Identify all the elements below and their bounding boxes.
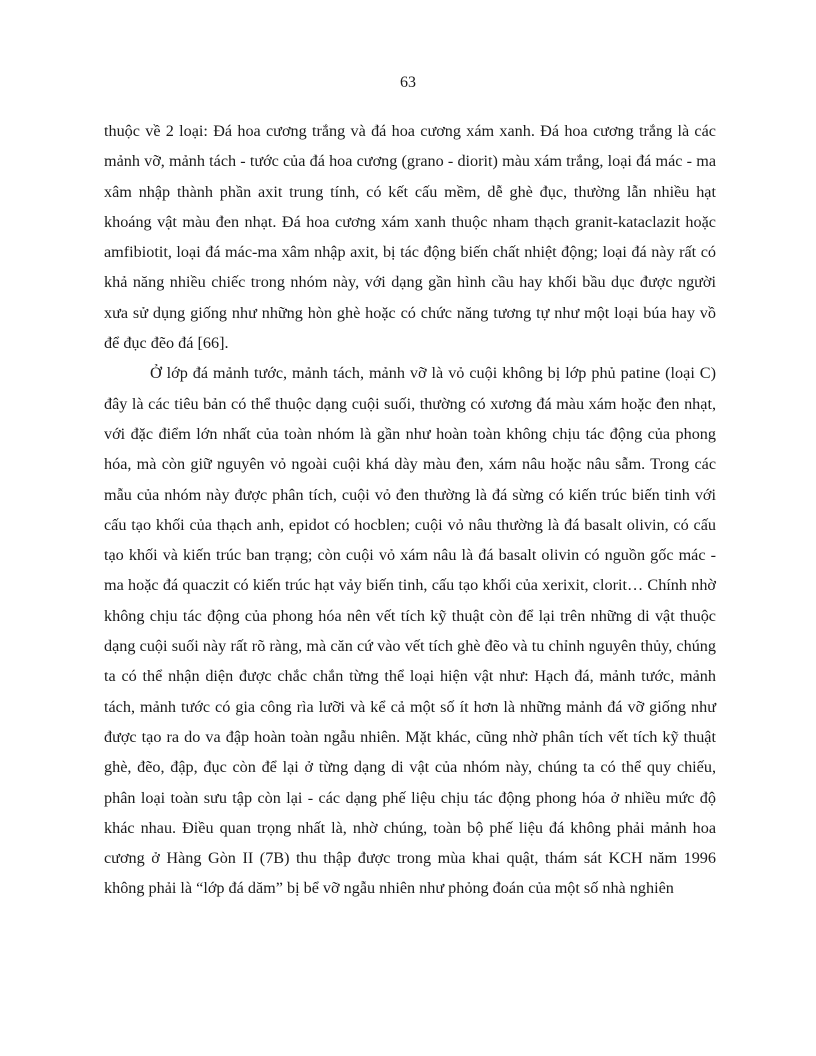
paragraph-continuation: thuộc về 2 loại: Đá hoa cương trắng và đá hoa cương xám xanh. Đá hoa cương trắng là các mảnh vỡ, mảnh tách - tước của đá hoa cương (grano - diorit) màu xám trắng, loại đá mác - ma xâm nhập thành phần axit trung tính, có kết cấu mềm, dễ ghè đục, thường lẫn nhiều hạt khoáng vật màu đen nhạt. Đá hoa cương xám xanh thuộc nham thạch granit-kataclazit hoặc amfibiotit, loại đá mác-ma xâm nhập axit, bị tác động biến chất nhiệt động; loại đá này rất có khả năng nhiều chiếc trong nhóm này, với dạng gần hình cầu hay khối bầu dục được người xưa sử dụng giống như những hòn ghè hoặc có chức năng tương tự như một loại búa hay vồ để đục đẽo đá [66].	[104, 122, 716, 353]
page-number: 63	[400, 74, 416, 91]
paragraph-layer-c: Ở lớp đá mảnh tước, mảnh tách, mảnh vỡ là vỏ cuội không bị lớp phủ patine (loại C) đây là các tiêu bản có thể thuộc dạng cuội suối, thường có xương đá màu xám hoặc đen nhạt, với đặc điểm lớn nhất của toàn nhóm là gần như hoàn toàn không chịu tác động của phong hóa, mà còn giữ nguyên vỏ ngoài cuội khá dày màu đen, xám nâu hoặc nâu sẫm. Trong các mẫu của nhóm này được phân tích, cuội vỏ đen thường là đá sừng có kiến trúc biến tinh với cấu tạo khối của thạch anh, epidot có hocblen; cuội vỏ nâu thường là đá basalt olivin, có cấu tạo khối và kiến trúc ban trạng; còn cuội vỏ xám nâu là đá basalt olivin có nguồn gốc mác - ma hoặc đá quaczit có kiến trúc hạt vảy biến tinh, cấu tạo khối của xerixit, clorit… Chính nhờ không chịu tác động của phong hóa nên vết tích kỹ thuật còn để lại trên những di vật thuộc dạng cuội suối này rất rõ ràng, mà căn cứ vào vết tích ghè đẽo và tu chỉnh nguyên thủy, chúng ta có thể nhận diện được chắc chắn từng thể loại hiện vật như: Hạch đá, mảnh tước, mảnh tách, mảnh tước có gia công rìa lưỡi và kể cả một số ít hơn là những mảnh đá vỡ giống như được tạo ra do va đập hoàn toàn ngẫu nhiên. Mặt khác, cũng nhờ phân tích vết tích kỹ thuật ghè, đẽo, đập, đục còn để lại ở từng dạng di vật của nhóm này, chúng ta có thể quy chiếu, phân loại toàn sưu tập còn lại - các dạng phế liệu chịu tác động phong hóa ở nhiều mức độ khác nhau. Điều quan trọng nhất là, nhờ chúng, toàn bộ phế liệu đá không phải mảnh hoa cương ở Hàng Gòn II (7B) thu thập được trong mùa khai quật, thám sát KCH năm 1996 không phải là “lớp đá dăm” bị bể vỡ ngẫu nhiên như phỏng đoán của một số nhà nghiên	[104, 364, 716, 898]
body-text	[104, 116, 716, 904]
